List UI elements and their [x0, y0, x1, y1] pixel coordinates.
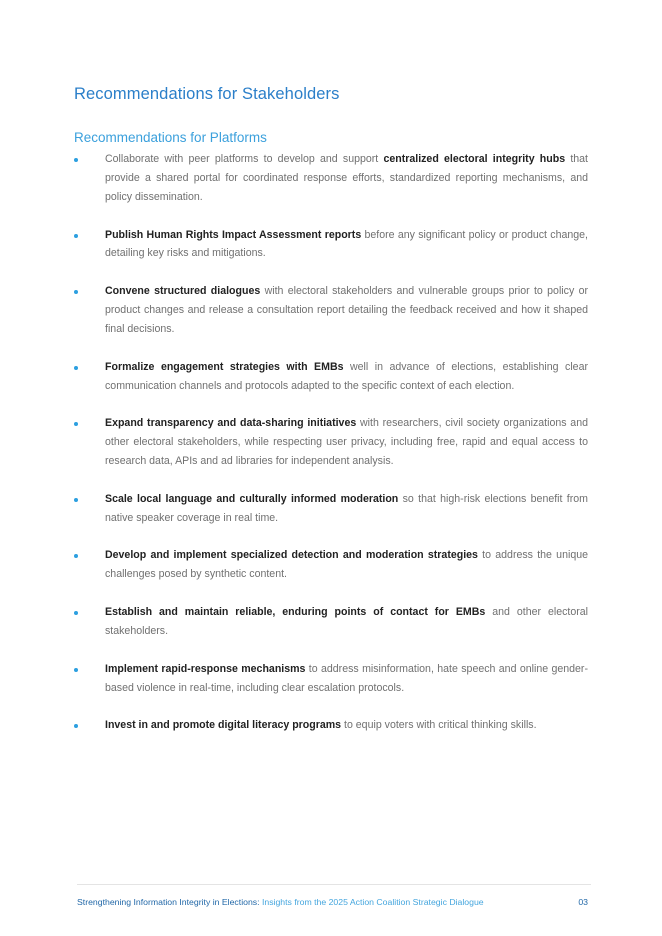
item-text: with electoral stakeholders and vulnerable groups prior to policy or product changes and release a consultation report detailing the feedback received and how it shaped final decisions. [105, 285, 588, 335]
item-emphasis: Formalize engagement strategies with EMBs [105, 360, 344, 373]
page-footer [77, 896, 588, 908]
item-emphasis: centralized electoral integrity hubs [383, 153, 566, 165]
bullet-icon [74, 498, 78, 502]
footer-title: Strengthening Information Integrity in Elections: [77, 897, 260, 907]
item-text: with researchers, civil society organizations and other electoral stakeholders, while respecting user privacy, including free, rapid and equal access to research data, APIs and ad libraries for independent analysis. [105, 417, 588, 468]
item-emphasis: Develop and implement specialized detection and moderation strategies [105, 549, 478, 562]
bullet-icon [74, 158, 78, 162]
item-text: so that high-risk elections benefit from native speaker coverage in real time. [105, 492, 588, 524]
page-number: 03 [578, 897, 588, 907]
item-text: to address the unique challenges posed by synthetic content. [105, 549, 588, 581]
list-item [74, 546, 588, 584]
item-emphasis: Expand transparency and data-sharing initiatives [105, 417, 357, 430]
item-emphasis: Establish and maintain reliable, enduring points of contact for EMBs [105, 605, 486, 618]
bullet-icon [74, 724, 78, 728]
item-text: and other electoral stakeholders. [105, 605, 588, 637]
list-item [74, 282, 588, 339]
list-item [74, 490, 588, 528]
item-text: that provide a shared portal for coordinated response efforts, standardized reporting mechanisms, and policy dissemination. [105, 153, 588, 203]
item-text: before any significant policy or product change, detailing key risks and mitigations. [105, 228, 588, 260]
list-item [74, 358, 588, 396]
bullet-icon [74, 290, 78, 294]
recommendation-list [74, 150, 588, 754]
item-emphasis: Convene structured dialogues [105, 285, 261, 298]
item-text: to equip voters with critical thinking skills. [341, 719, 537, 732]
list-item [74, 660, 588, 698]
footer-subtitle: Insights from the 2025 Action Coalition Strategic Dialogue [259, 897, 484, 907]
list-item [74, 414, 588, 471]
bullet-icon [74, 366, 78, 370]
page-title: Recommendations for Stakeholders [74, 85, 340, 104]
list-item [74, 150, 588, 207]
item-emphasis: Publish Human Rights Impact Assessment reports [105, 228, 362, 241]
bullet-icon [74, 234, 78, 238]
list-item [74, 603, 588, 641]
item-emphasis: Implement rapid-response mechanisms [105, 662, 306, 675]
item-emphasis: Scale local language and culturally informed moderation [105, 492, 399, 505]
item-text: well in advance of elections, establishing clear communication channels and protocols adapted to the specific context of each election. [105, 360, 588, 392]
bullet-icon [74, 611, 78, 615]
bullet-icon [74, 668, 78, 672]
section-heading: Recommendations for Platforms [74, 130, 267, 146]
list-item [74, 226, 588, 264]
bullet-icon [74, 554, 78, 558]
item-emphasis: Invest in and promote digital literacy programs [105, 719, 342, 732]
item-text: Collaborate with peer platforms to develop and support [105, 153, 384, 165]
bullet-icon [74, 422, 78, 426]
footer-divider [77, 884, 591, 885]
list-item [74, 716, 588, 735]
item-text: to address misinformation, hate speech and online gender-based violence in real-time, including clear escalation protocols. [105, 662, 588, 694]
